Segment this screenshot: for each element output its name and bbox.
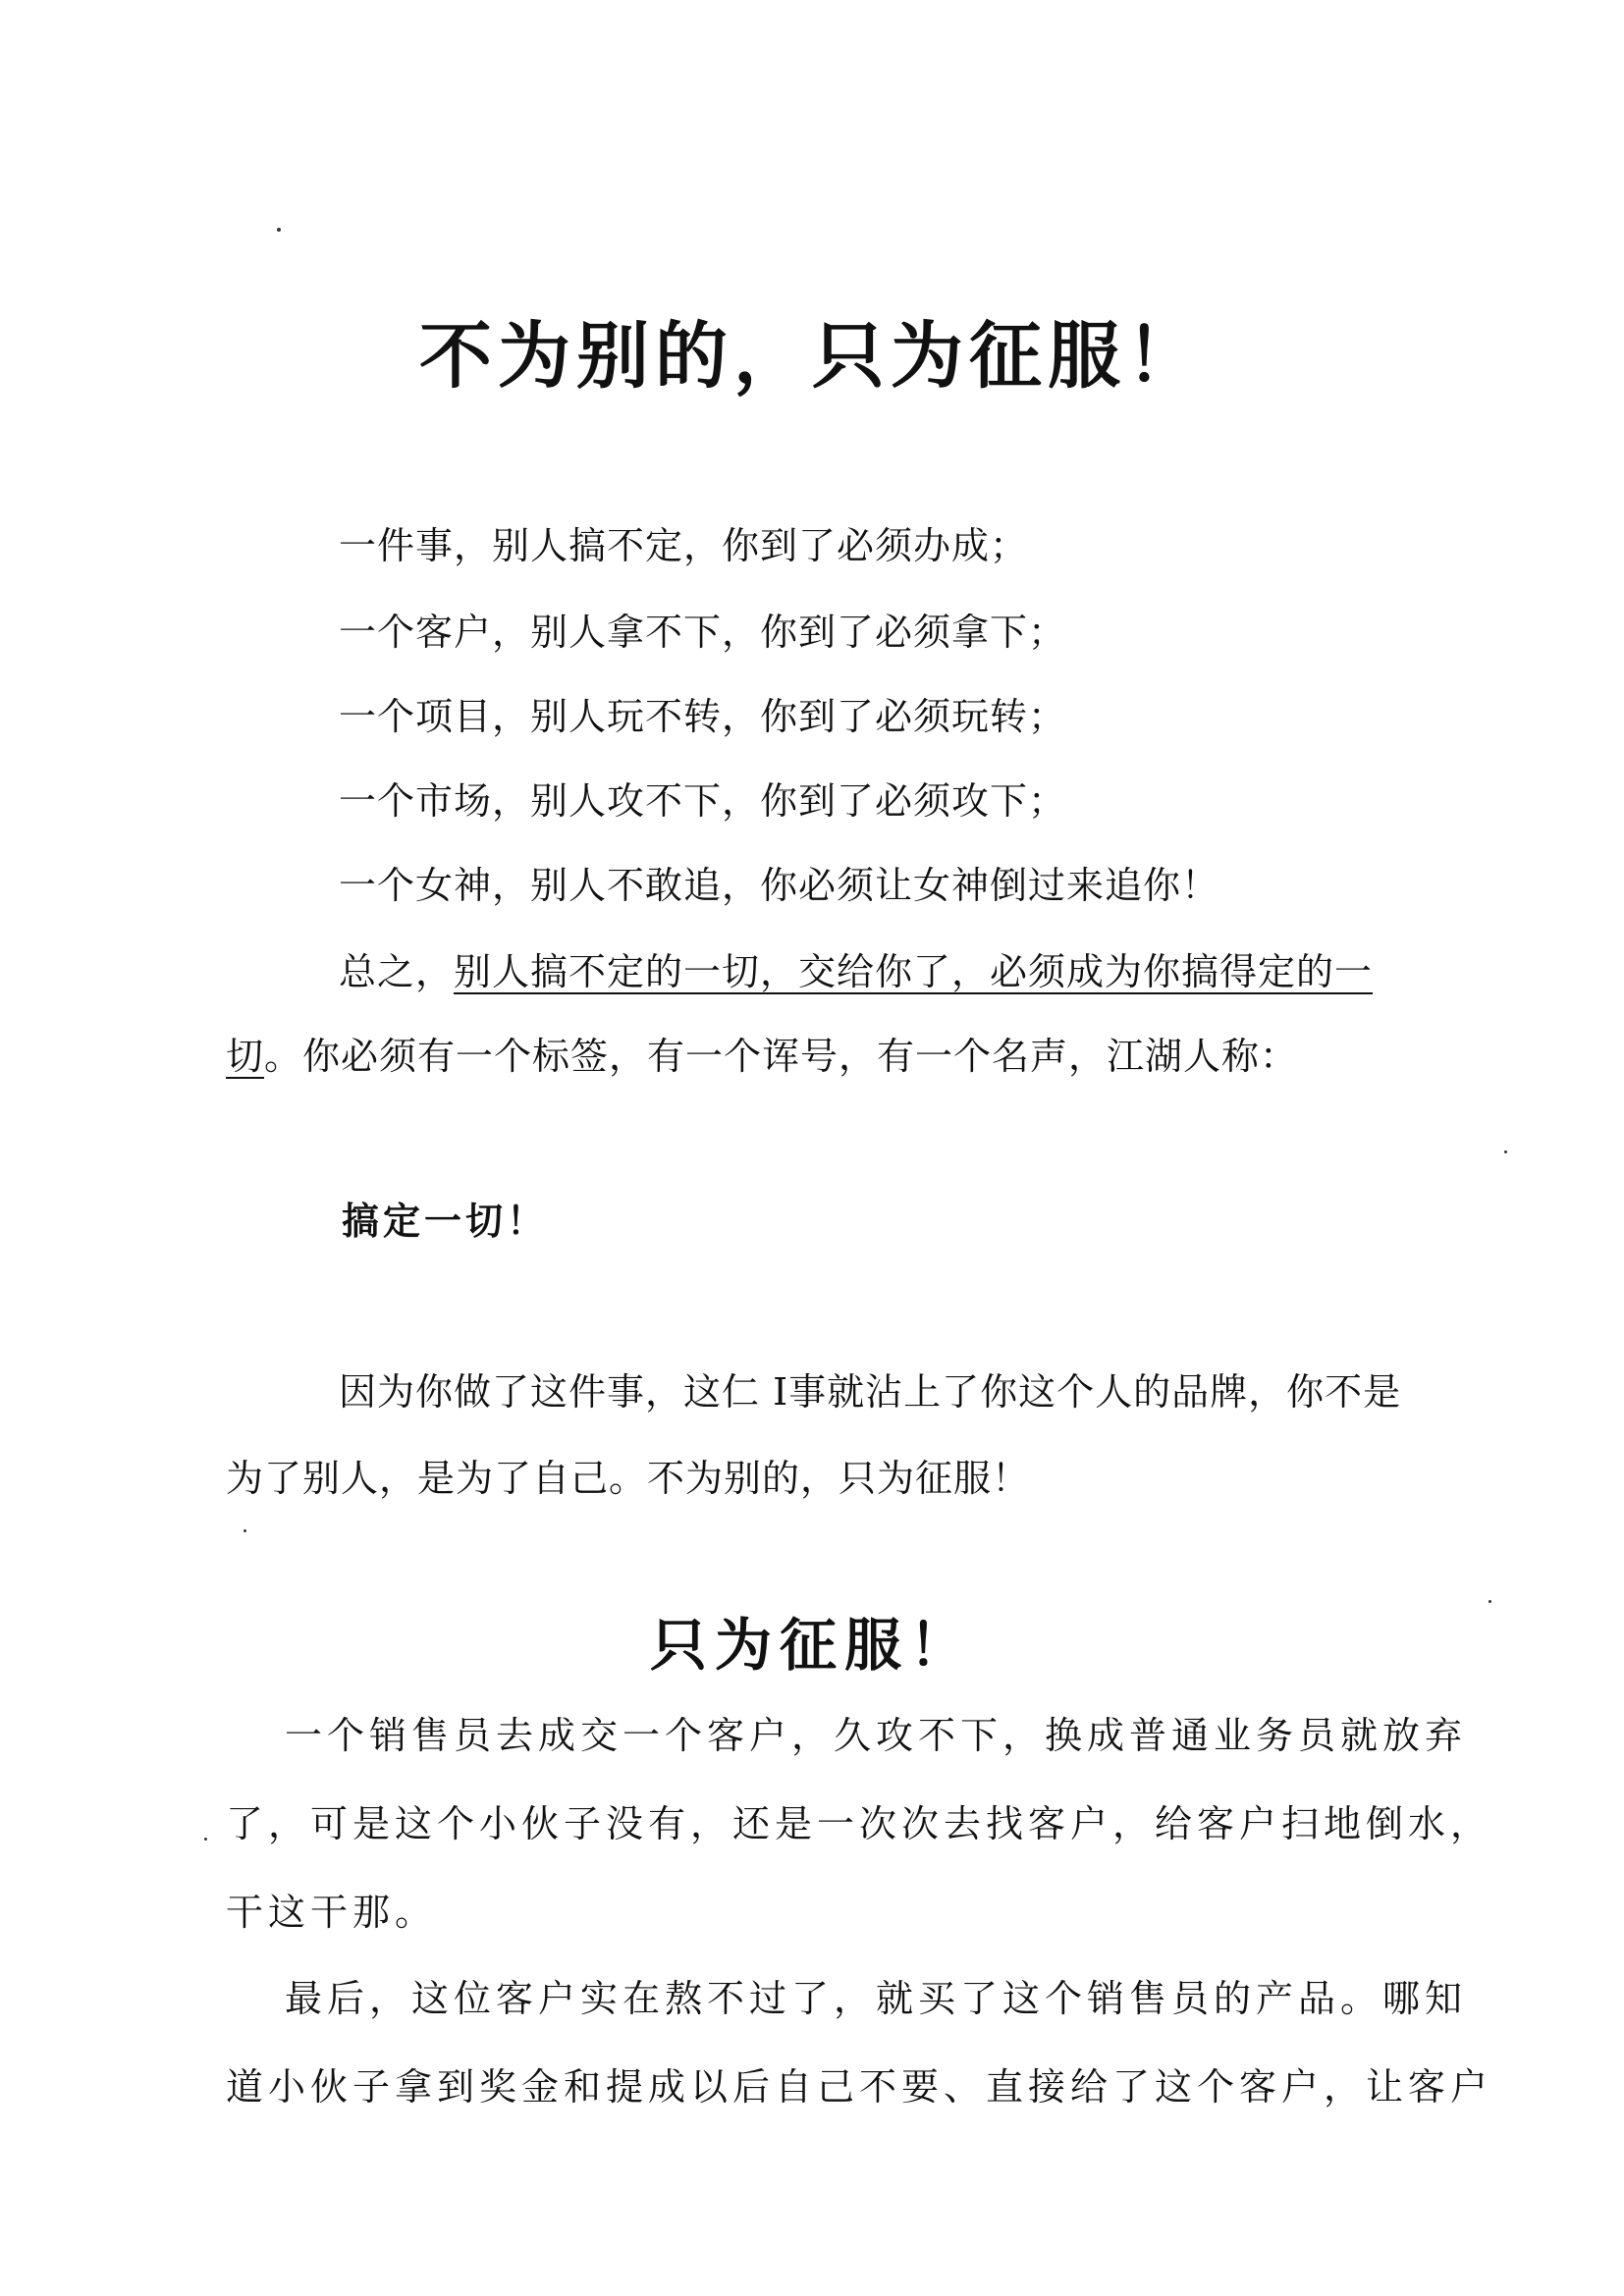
underlined-text: 切 [226, 1035, 265, 1078]
scan-speck [204, 1838, 207, 1841]
text-line: 最后，这位客户实在熬不过了，就买了这个销售员的产品。哪知 [285, 1977, 1468, 2020]
text-line: 一个销售员去成交一个客户，久攻不下，换成普通业务员就放弃 [285, 1714, 1468, 1757]
summary-rest: 。你必须有一个标签，有一个诨号，有一个名声，江湖人称： [264, 1035, 1299, 1078]
underlined-text: 别人搞不定的一切，交给你了，必须成为你搞得定的一 [454, 950, 1374, 993]
summary-line-2 [226, 1031, 1298, 1082]
scan-speck [1489, 1600, 1491, 1603]
text-line: 因为你做了这件事，这仁 I事就沾上了你这个人的品牌，你不是 [339, 1370, 1402, 1414]
text-line: 为了别人，是为了自己。不为别的，只为征服！ [226, 1457, 1031, 1500]
scan-speck [244, 1529, 246, 1532]
text-line: 一个市场，别人攻不下，你到了必须攻下； [339, 779, 1067, 823]
bold-phrase: 搞定一切！ [342, 1199, 549, 1243]
summary-prefix: 总之， [339, 950, 455, 993]
text-line: 一个客户，别人拿不下，你到了必须拿下； [339, 611, 1067, 654]
scan-speck [277, 228, 281, 232]
summary-line-1 [339, 946, 1373, 997]
page-title: 不为别的，只为征服！ [419, 314, 1205, 399]
text-line: 了，可是这个小伙子没有，还是一次次去找客户，给客户扫地倒水， [226, 1802, 1493, 1845]
scan-speck [1504, 1150, 1507, 1153]
text-line: 干这干那。 [226, 1891, 438, 1934]
text-line: 一件事，别人搞不定，你到了必须办成； [339, 524, 1029, 567]
section-subtitle: 只为征服！ [649, 1612, 974, 1679]
text-line: 道小伙子拿到奖金和提成以后自己不要、直接给了这个客户，让客户 [226, 2065, 1493, 2109]
text-line: 一个项目，别人玩不转，你到了必须玩转； [339, 695, 1067, 738]
text-line: 一个女神，别人不敢追，你必须让女神倒过来追你！ [339, 864, 1220, 907]
